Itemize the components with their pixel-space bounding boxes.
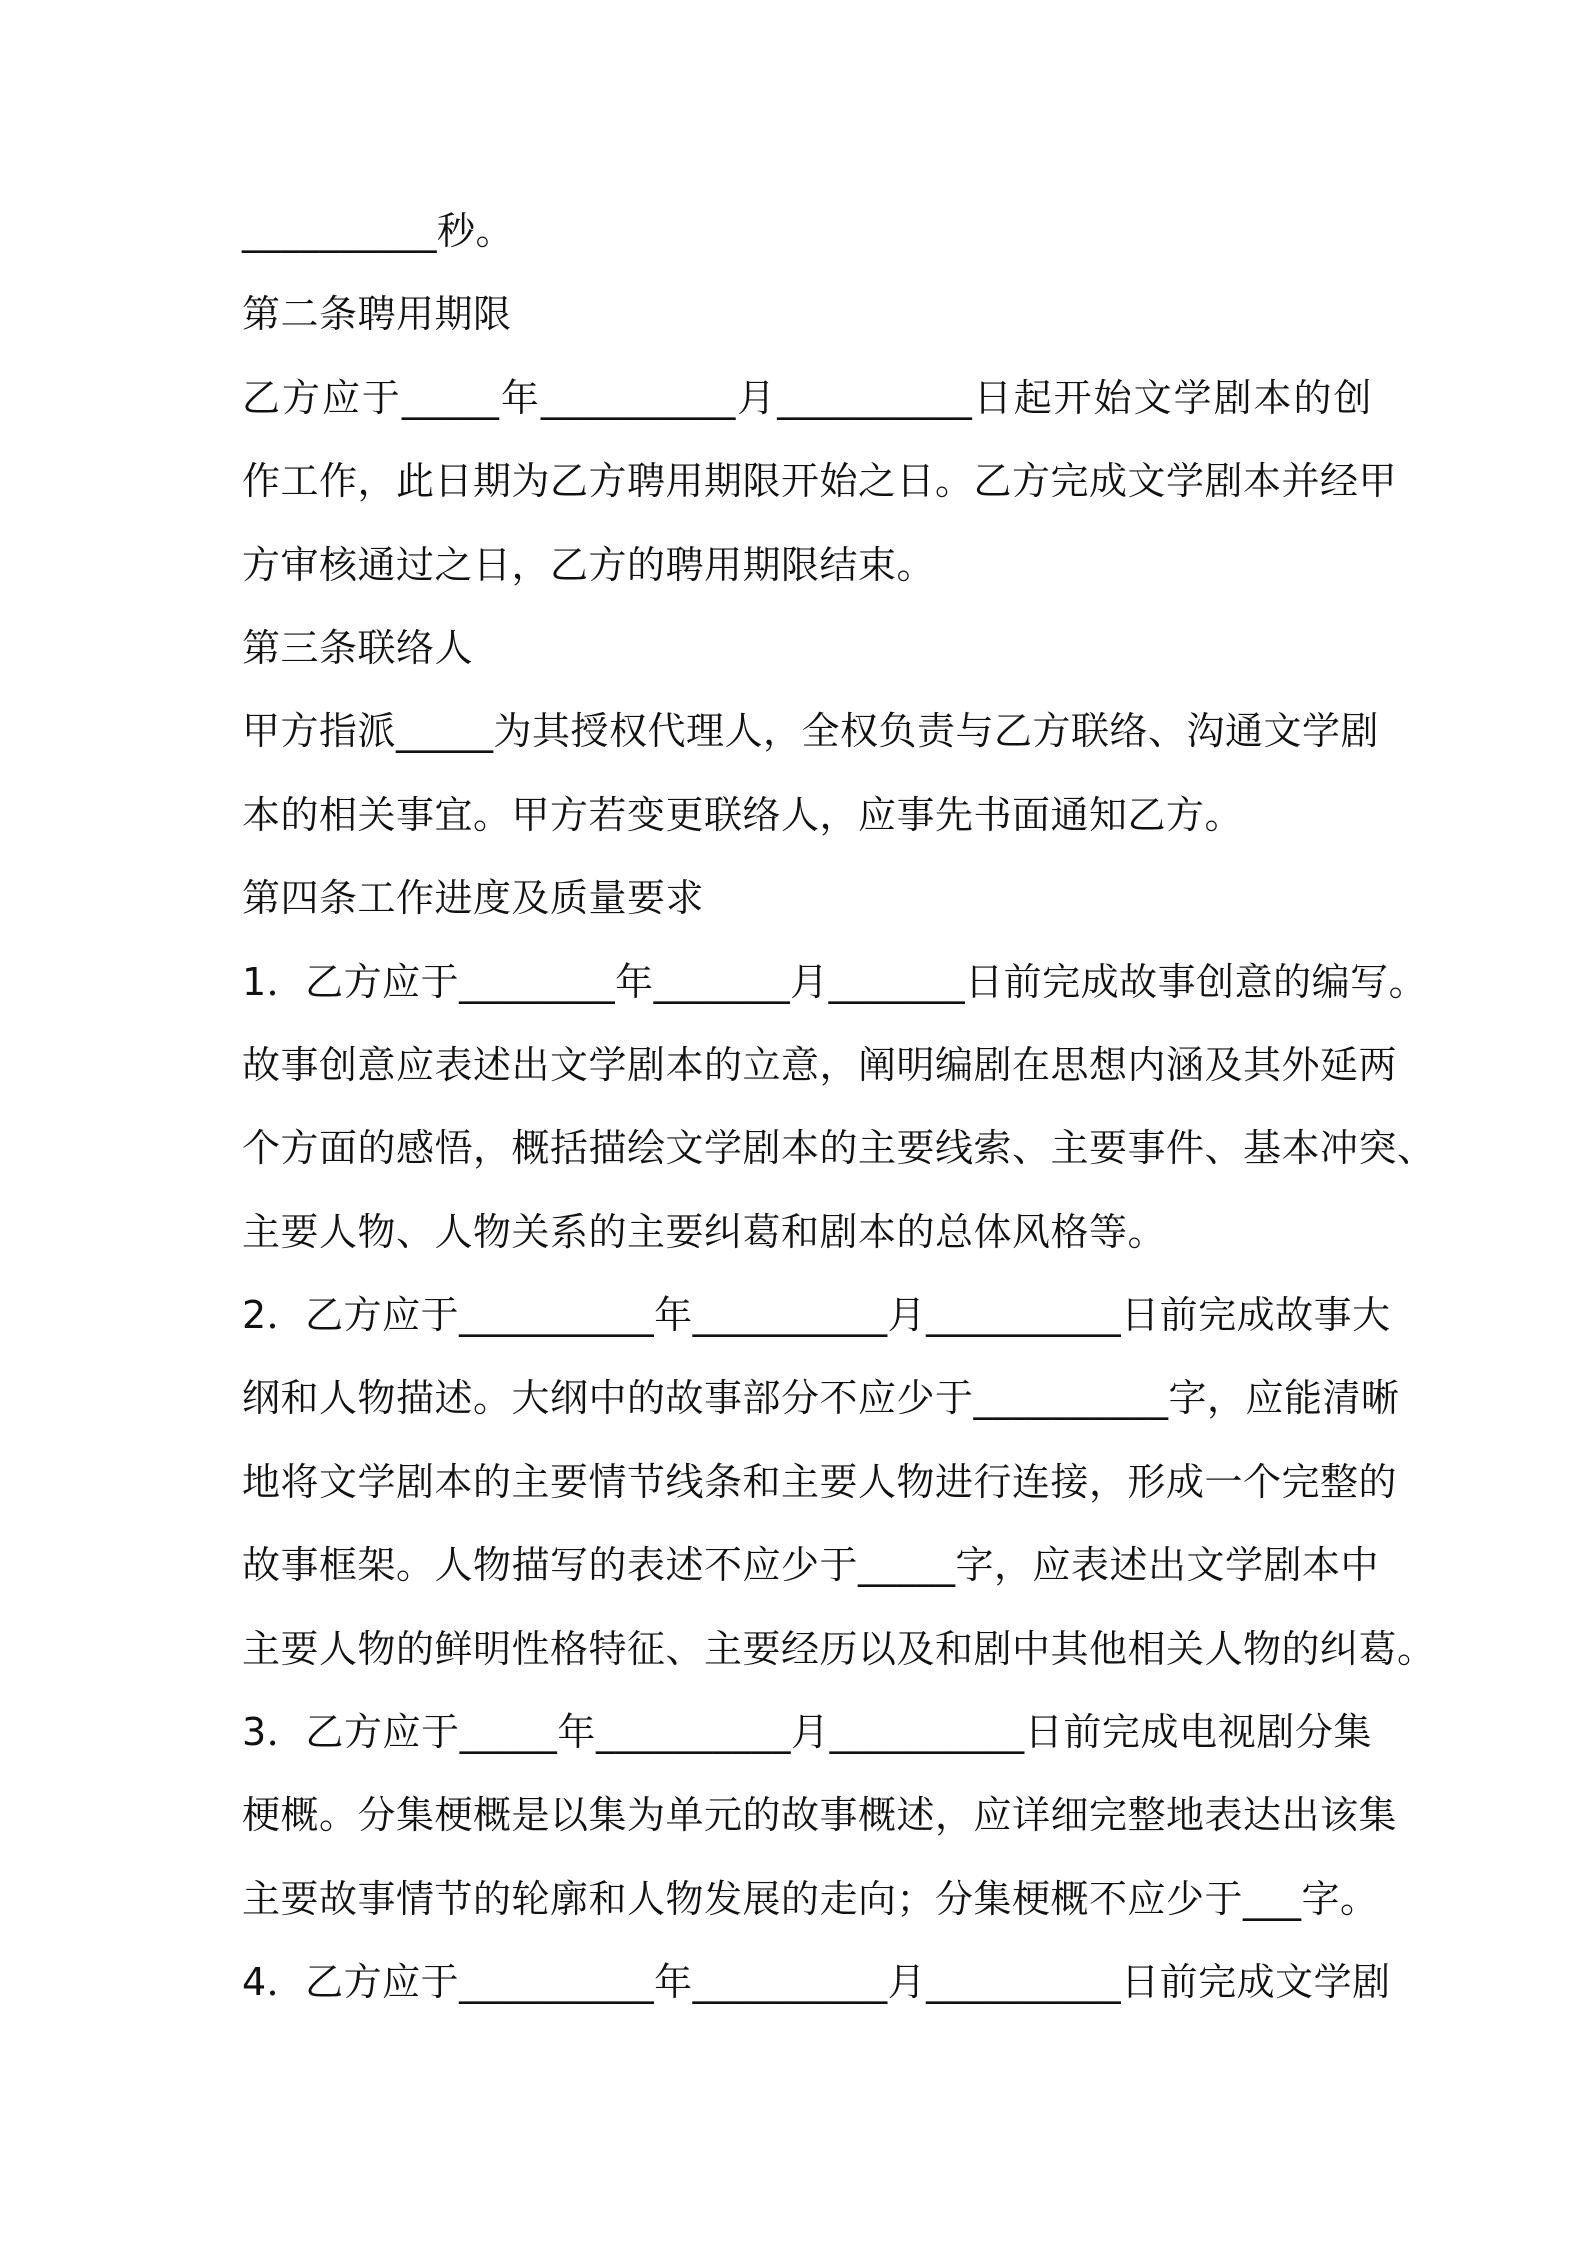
section-heading: 第四条工作进度及质量要求 [242, 876, 705, 921]
text-line: 方审核通过之日，乙方的聘用期限结束。 [242, 542, 936, 587]
text-line: 故事框架。人物描写的表述不应少于_____字，应表述出文学剧本中 [242, 1543, 1380, 1588]
text-line: 故事创意应表述出文学剧本的立意，阐明编剧在思想内涵及其外延两 [242, 1042, 1398, 1087]
text-line: 甲方指派_____为其授权代理人，全权负责与乙方联络、沟通文学剧 [242, 709, 1380, 754]
text-line: 2．乙方应于__________年__________月__________日前完成故事大 [242, 1293, 1391, 1338]
text-line: 主要人物的鲜明性格特征、主要经历以及和剧中其他相关人物的纠葛。 [242, 1626, 1436, 1671]
text-line: 1．乙方应于________年_______月_______日前完成故事创意的编写。 [242, 959, 1428, 1004]
section-heading: 第二条聘用期限 [242, 292, 512, 337]
text-line: 主要人物、人物关系的主要纠葛和剧本的总体风格等。 [242, 1209, 1167, 1254]
text-line: 地将文学剧本的主要情节线条和主要人物进行连接，形成一个完整的 [242, 1459, 1398, 1504]
section-heading: 第三条联络人 [242, 625, 474, 670]
text-line: 梗概。分集梗概是以集为单元的故事概述，应详细完整地表达出该集 [242, 1793, 1398, 1838]
text-line: __________秒。 [242, 209, 515, 253]
text-line: 本的相关事宜。甲方若变更联络人，应事先书面通知乙方。 [242, 792, 1244, 837]
text-line: 主要故事情节的轮廓和人物发展的走向；分集梗概不应少于___字。 [242, 1876, 1379, 1921]
text-line: 作工作，此日期为乙方聘用期限开始之日。乙方完成文学剧本并经甲 [242, 459, 1398, 504]
document-body [242, 190, 1436, 2025]
text-line: 纲和人物描述。大纲中的故事部分不应少于__________字，应能清晰 [242, 1376, 1400, 1421]
text-line: 3．乙方应于_____年__________月__________日前完成电视剧分集 [242, 1710, 1372, 1755]
text-line: 乙方应于_____年__________月__________日起开始文学剧本的创 [242, 375, 1372, 420]
text-line: 个方面的感悟，概括描绘文学剧本的主要线索、主要事件、基本冲突、 [242, 1126, 1436, 1171]
text-line: 4．乙方应于__________年__________月__________日前完成文学剧 [242, 1960, 1391, 2005]
